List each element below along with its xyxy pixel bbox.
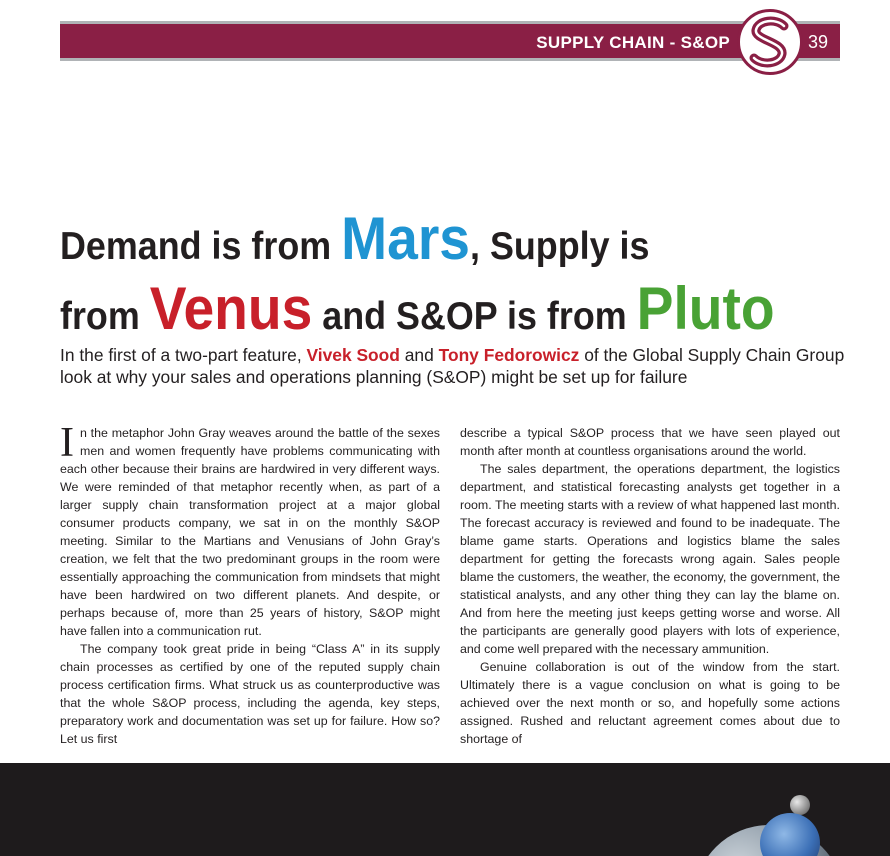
headline-pluto: Pluto [636, 275, 775, 342]
body-paragraph: The sales department, the operations department, the logistics department, and statistical forecasting analysts get together in a room. The meeting starts with a review of what happened last month. The forecast accuracy is reviewed and found to be inadequate. The blame game starts. Operations and logistics blame the sales department for getting the forecasts wrong again. Sales people blame the customers, the weather, the economy, the government, the statistical analysts, and any other thing they can lay the blame on. And from here the meeting just keeps getting worse and worse. All the participants are generally good players with lots of experience, and come well prepared with the necessary ammunition. [460, 462, 840, 656]
article-standfirst [60, 344, 850, 388]
standfirst-text: In the first of a two-part feature, [60, 345, 307, 365]
headline-mars: Mars [341, 205, 471, 272]
planet-icon [760, 813, 820, 856]
headline-text: , Supply is [470, 225, 650, 268]
magazine-logo-icon [737, 9, 803, 75]
planets-image [0, 763, 890, 856]
author-name: Vivek Sood [306, 345, 400, 365]
body-paragraph: The company took great pride in being “Class A” in its supply chain processes as certified by one of the reputed supply chain process certification firms. What struck us as counterproductive was that the whole S&OP process, including the agenda, key steps, preparatory work and documentation was set up for failure. How so? Let us first [60, 642, 440, 746]
section-header-bar [60, 21, 840, 61]
page-number: 39 [807, 32, 828, 52]
paragraph-text: n the metaphor John Gray weaves around the battle of the sexes men and women frequently have problems communicating with each other because their brains are hardwired in very different ways. We were reminded of that metaphor recently when, as part of a larger supply chain transformation project at a major global consumer products company, we sat in on the monthly S&OP meeting. Similar to the Martians and Venusians of John Gray’s creation, we felt that the two predominant groups in the room were essentially approaching the communication from mindsets that might have been hardwired on two different planets. And despite, or perhaps because of, more than 25 years of history, S&OP might have fallen into a communication rut. [60, 426, 440, 638]
body-paragraph: Genuine collaboration is out of the window from the start. Ultimately there is a vague conclusion on what is going to be achieved over the next month or so, and hopefully some actions assigned. Rushed and reluctant agreement comes about due to shortage of [460, 660, 840, 746]
body-column-left [60, 420, 440, 748]
section-title: SUPPLY CHAIN - S&OP [536, 33, 730, 52]
headline-text: from [60, 295, 150, 338]
headline-venus: Venus [149, 275, 313, 342]
body-column-right [460, 424, 840, 748]
moon-icon [790, 795, 810, 815]
body-paragraph [60, 420, 440, 640]
drop-cap: I [60, 420, 74, 466]
body-paragraph: describe a typical S&OP process that we have seen played out month after month at countless organisations around the world. [460, 426, 840, 458]
headline-text: Demand is from [60, 225, 342, 268]
article-headline [60, 205, 778, 348]
standfirst-text: of the Global Supply Chain Group look at why your sales and operations planning (S&OP) might be set up for failure [60, 345, 845, 387]
standfirst-text: and [399, 345, 439, 365]
headline-text: and S&OP is from [312, 295, 637, 338]
author-name: Tony Fedorowicz [438, 345, 580, 365]
